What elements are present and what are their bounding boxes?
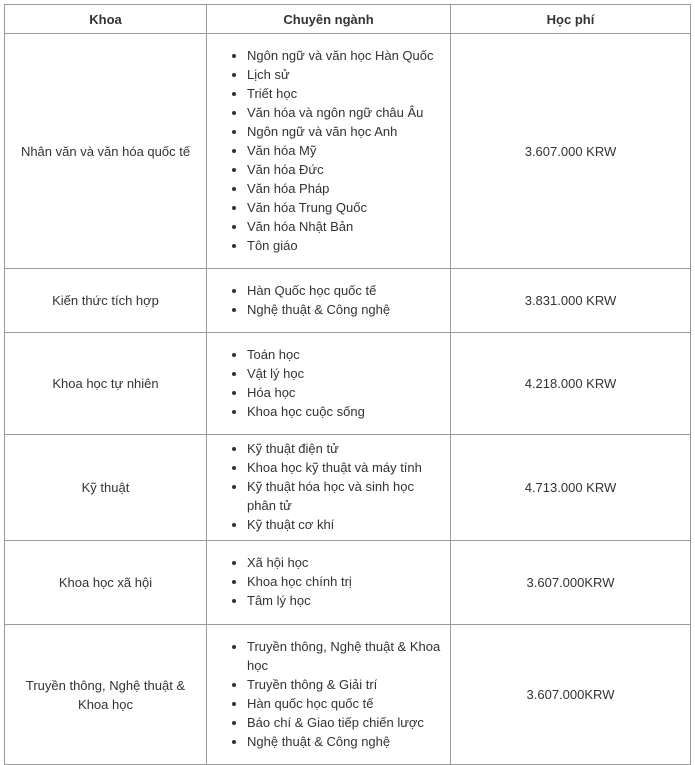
list-item: • Kỹ thuật cơ khí xyxy=(247,515,442,534)
list-item: • Lịch sử xyxy=(247,65,442,84)
list-item: • Kỹ thuật hóa học và sinh học phân tử xyxy=(247,477,442,515)
list-item: • Tâm lý học xyxy=(247,591,442,610)
fee-cell: 3.607.000KRW xyxy=(451,541,691,625)
majors-cell xyxy=(207,34,451,269)
table-row xyxy=(5,541,691,625)
list-item: • Ngôn ngữ và văn học Anh xyxy=(247,122,442,141)
majors-list xyxy=(215,637,442,751)
header-row xyxy=(5,5,691,34)
table-row xyxy=(5,333,691,435)
majors-list xyxy=(215,345,442,421)
list-item: • Xã hội học xyxy=(247,553,442,572)
fee-cell: 3.607.000KRW xyxy=(451,625,691,765)
header-faculty: Khoa xyxy=(5,5,207,34)
list-item: • Văn hóa Đức xyxy=(247,160,442,179)
table-row xyxy=(5,435,691,541)
majors-list xyxy=(215,46,442,255)
faculty-cell: Khoa học xã hội xyxy=(5,541,207,625)
fee-cell: 3.831.000 KRW xyxy=(451,269,691,333)
list-item: • Văn hóa Trung Quốc xyxy=(247,198,442,217)
list-item: • Hàn Quốc học quốc tế xyxy=(247,281,442,300)
list-item: • Khoa học cuộc sống xyxy=(247,402,442,421)
faculty-cell: Truyền thông, Nghệ thuật & Khoa học xyxy=(5,625,207,765)
faculty-cell: Kỹ thuật xyxy=(5,435,207,541)
list-item: • Văn hóa Mỹ xyxy=(247,141,442,160)
list-item: • Hóa học xyxy=(247,383,442,402)
faculty-cell: Khoa học tự nhiên xyxy=(5,333,207,435)
list-item: • Truyền thông, Nghệ thuật & Khoa học xyxy=(247,637,442,675)
majors-cell xyxy=(207,625,451,765)
faculty-cell: Nhân văn và văn hóa quốc tế xyxy=(5,34,207,269)
majors-list xyxy=(215,439,442,534)
list-item: • Vật lý học xyxy=(247,364,442,383)
majors-cell xyxy=(207,333,451,435)
majors-list xyxy=(215,553,442,610)
list-item: • Văn hóa Nhật Bản xyxy=(247,217,442,236)
list-item: • Nghệ thuật & Công nghệ xyxy=(247,732,442,751)
header-majors: Chuyên ngành xyxy=(207,5,451,34)
fee-cell: 4.218.000 KRW xyxy=(451,333,691,435)
fee-cell: 3.607.000 KRW xyxy=(451,34,691,269)
list-item: • Kỹ thuật điện tử xyxy=(247,439,442,458)
majors-list xyxy=(215,281,442,319)
list-item: • Tôn giáo xyxy=(247,236,442,255)
list-item: • Khoa học kỹ thuật và máy tính xyxy=(247,458,442,477)
header-fee: Học phí xyxy=(451,5,691,34)
majors-cell xyxy=(207,435,451,541)
faculty-cell: Kiến thức tích hợp xyxy=(5,269,207,333)
majors-cell xyxy=(207,269,451,333)
list-item: • Nghệ thuật & Công nghệ xyxy=(247,300,442,319)
list-item: • Hàn quốc học quốc tế xyxy=(247,694,442,713)
list-item: • Báo chí & Giao tiếp chiến lược xyxy=(247,713,442,732)
table-row xyxy=(5,34,691,269)
list-item: • Truyền thông & Giải trí xyxy=(247,675,442,694)
list-item: • Văn hóa Pháp xyxy=(247,179,442,198)
table-row xyxy=(5,625,691,765)
list-item: • Triết học xyxy=(247,84,442,103)
list-item: • Ngôn ngữ và văn học Hàn Quốc xyxy=(247,46,442,65)
majors-cell xyxy=(207,541,451,625)
tuition-table xyxy=(4,4,691,765)
list-item: • Toán học xyxy=(247,345,442,364)
list-item: • Khoa học chính trị xyxy=(247,572,442,591)
list-item: • Văn hóa và ngôn ngữ châu Âu xyxy=(247,103,442,122)
fee-cell: 4.713.000 KRW xyxy=(451,435,691,541)
table-row xyxy=(5,269,691,333)
